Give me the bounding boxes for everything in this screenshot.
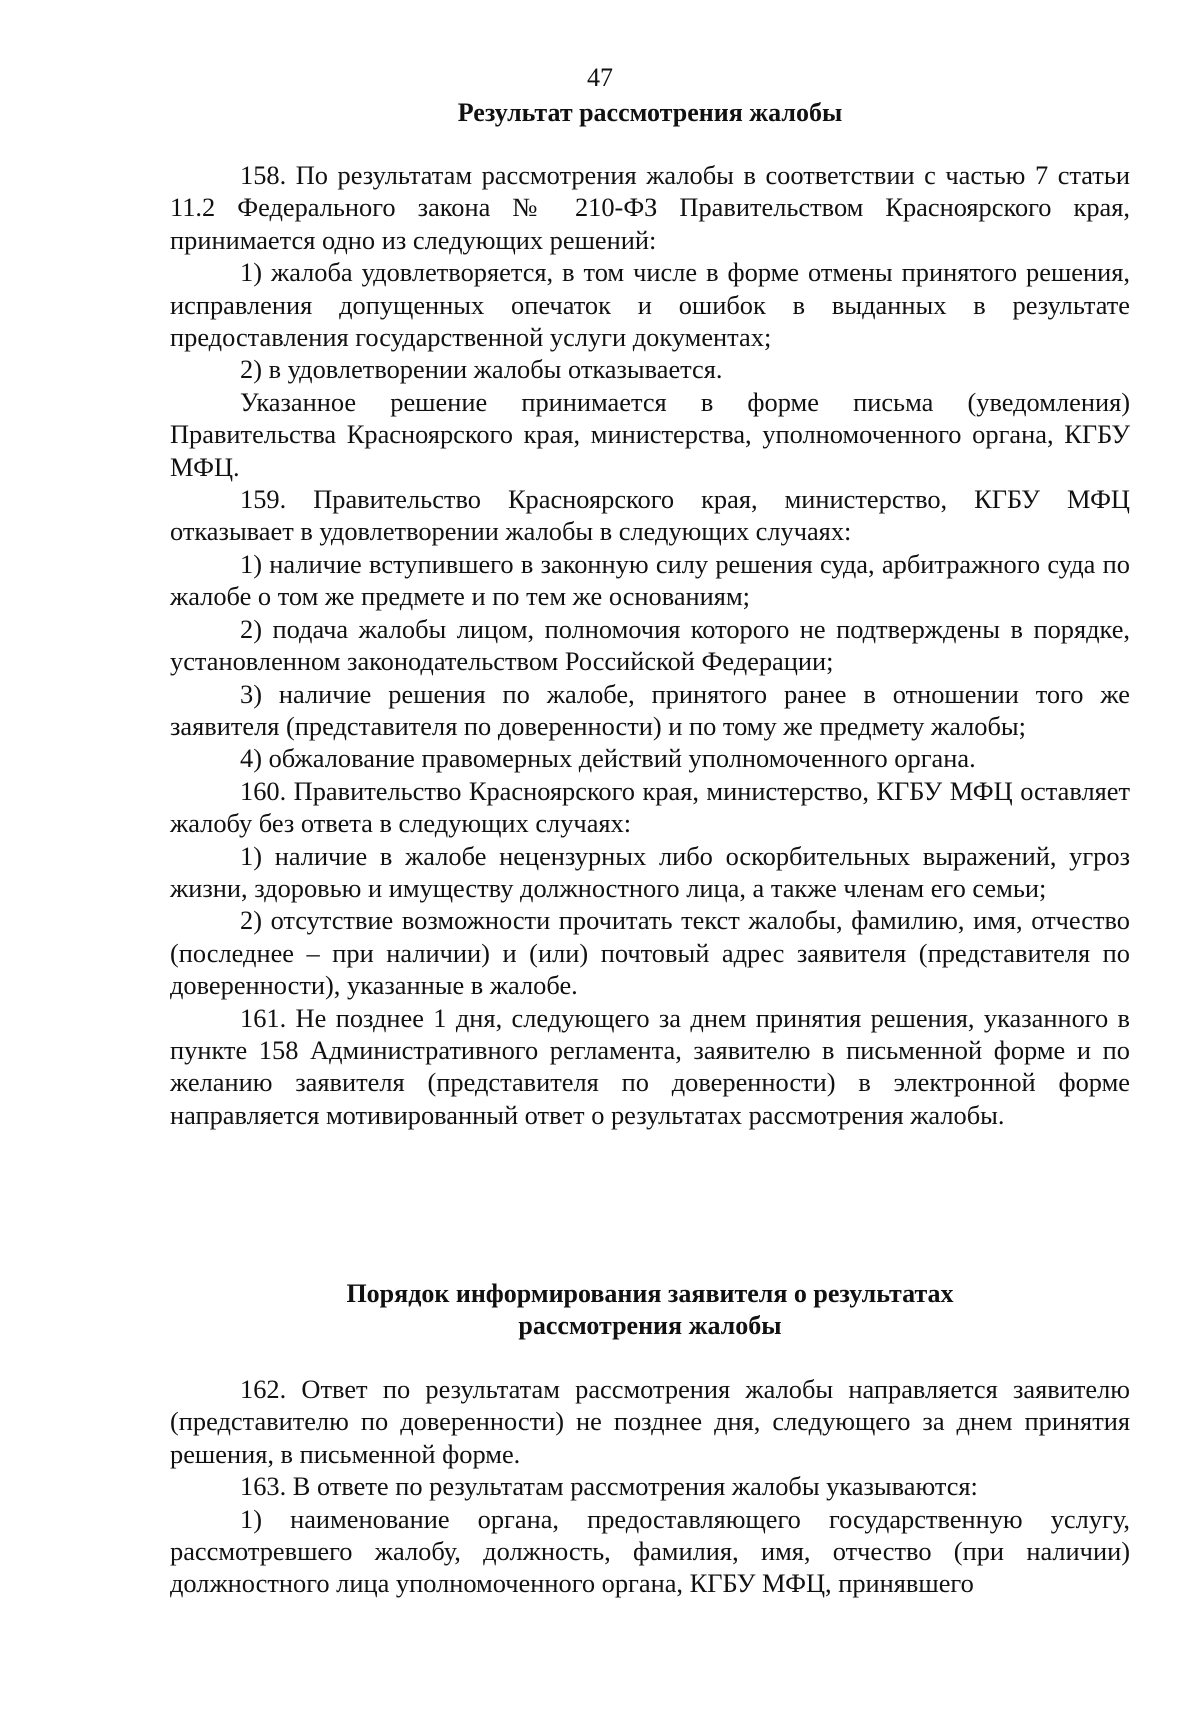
paragraph-160: 160. Правительство Красноярского края, министерство, КГБУ МФЦ оставляет жалобу без ответа в следующих случаях: [170,775,1130,839]
paragraph-decision-form: Указанное решение принимается в форме письма (уведомления) Правительства Красноярского края, министерства, уполномоченного органа, КГБУ МФЦ. [170,386,1130,482]
paragraph-159-item-4: 4) обжалование правомерных действий уполномоченного органа. [240,743,976,774]
section-heading-result: Результат рассмотрения жалобы [457,98,843,127]
paragraph-161: 161. Не позднее 1 дня, следующего за днем принятия решения, указанного в пункте 158 Административного регламента, заявителю в письменной форме и по желанию заявителя (представителя по доверенности) в электронной форме направляется мотивированный ответ о результатах рассмотрения жалобы. [170,1002,1130,1130]
page-number: 47 [587,63,613,92]
paragraph-160-item-1: 1) наличие в жалобе нецензурных либо оскорбительных выражений, угроз жизни, здоровью и имуществу должностного лица, а также членам его семьи; [170,840,1130,903]
section-body-result [170,159,1130,1131]
paragraph-159-item-3: 3) наличие решения по жалобе, принятого ранее в отношении того же заявителя (представителя по доверенности) и по тому же предмету жалобы; [170,678,1130,741]
paragraph-158-item-2: 2) в удовлетворении жалобы отказывается. [240,354,723,385]
section-body-informing [170,1373,1130,1600]
section-heading-informing-line-2: рассмотрения жалобы [518,1311,782,1340]
paragraph-163: 163. В ответе по результатам рассмотрения жалобы указываются: [240,1471,978,1502]
paragraph-160-item-2: 2) отсутствие возможности прочитать текст жалобы, фамилию, имя, отчество (последнее – при наличии) и (или) почтовый адрес заявителя (представителя по доверенности), указанные в жалобе. [170,905,1130,1001]
paragraph-158: 158. По результатам рассмотрения жалобы в соответствии с частью 7 статьи 11.2 Федерального закона № 210-ФЗ Правительством Красноярского края, принимается одно из следующих решений: [170,160,1130,255]
paragraph-159-item-2: 2) подача жалобы лицом, полномочия которого не подтверждены в порядке, установленном законодательством Российской Федерации; [170,613,1130,677]
paragraph-162: 162. Ответ по результатам рассмотрения жалобы направляется заявителю (представителю по доверенности) не позднее дня, следующего за днем принятия решения, в письменной форме. [170,1374,1130,1469]
paragraph-159: 159. Правительство Красноярского края, министерство, КГБУ МФЦ отказывает в удовлетворении жалобы в следующих случаях: [170,484,1130,547]
paragraph-158-item-1: 1) жалоба удовлетворяется, в том числе в форме отмены принятого решения, исправления допущенных опечаток и ошибок в выданных в результате предоставления государственной услуги документах; [170,257,1130,353]
paragraph-163-item-1: 1) наименование органа, предоставляющего государственную услугу, рассмотревшего жалобу, должность, фамилия, имя, отчество (при наличии) должностного лица уполномоченного органа, КГБУ МФЦ, принявшего [170,1503,1130,1599]
section-heading-informing-line-1: Порядок информирования заявителя о результатах [346,1279,954,1308]
paragraph-159-item-1: 1) наличие вступившего в законную силу решения суда, арбитражного суда по жалобе о том же предмете и по тем же основаниям; [170,548,1130,612]
section-heading-informing [170,1278,1130,1342]
